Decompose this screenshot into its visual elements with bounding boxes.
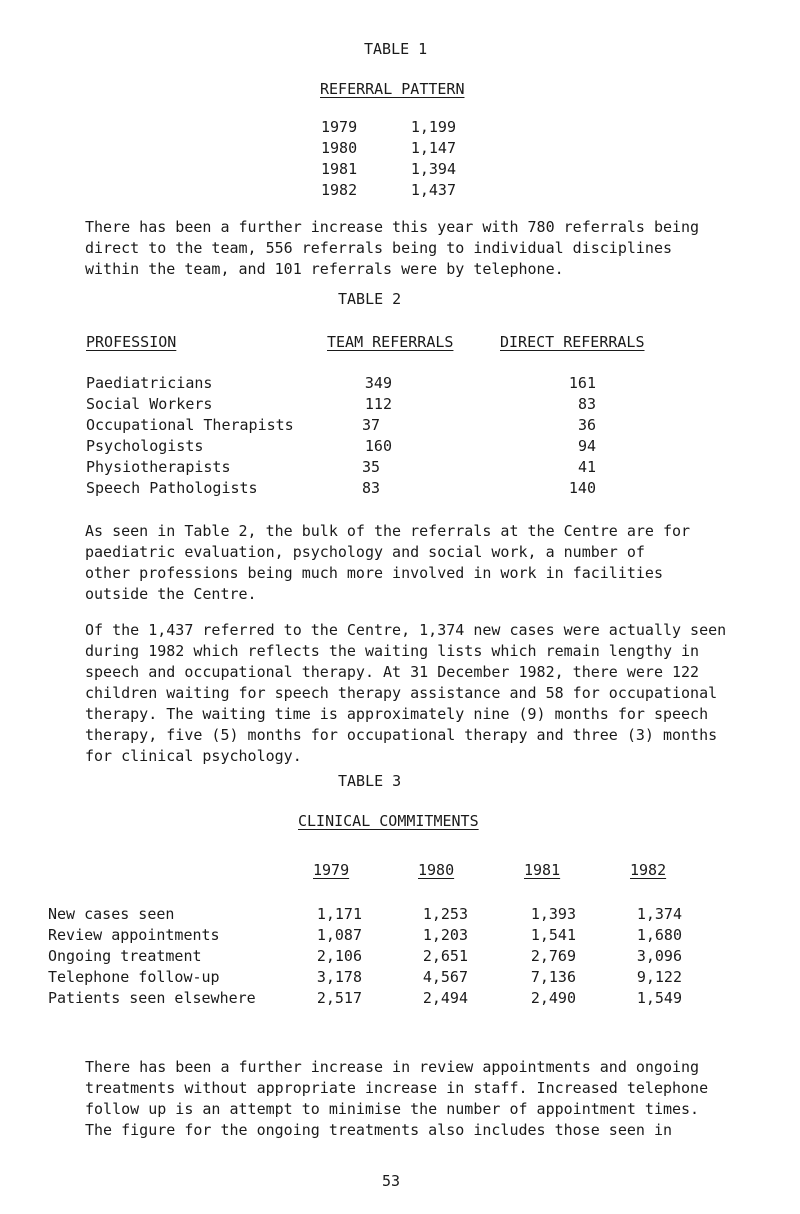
table3-cell: 1,203 [422, 926, 468, 944]
table1-year: 1979 [321, 118, 358, 136]
table3-cell: 2,769 [530, 947, 576, 965]
table3-row-label: Patients seen elsewhere [48, 989, 256, 1007]
paragraph-waiting-lists: Of the 1,437 referred to the Centre, 1,374 new cases were actually seen during 1982 which reflects the waiting lists which remain lengthy in speech and occupational therapy. At 31 December 1982, there were 122 children waiting for speech therapy assistance and 58 for occupational therapy. The waiting time is approximately nine (9) months for speech therapy, five (5) months for occupational therapy and three (3) months for clinical psychology. [85, 621, 727, 765]
table3-row-label: New cases seen [48, 905, 175, 923]
table3-cell: 2,651 [422, 947, 468, 965]
table2-profession: Paediatricians [86, 374, 213, 392]
table2-direct-value: 140 [568, 479, 596, 497]
table2-team-value: 37 [361, 416, 380, 434]
table1-subtitle: REFERRAL PATTERN [320, 80, 465, 98]
table3-cell: 3,178 [316, 968, 362, 986]
table1-title: TABLE 1 [364, 40, 428, 58]
table3-cell: 4,567 [422, 968, 468, 986]
table3-cell: 3,096 [636, 947, 682, 965]
table3-cell: 1,549 [636, 989, 682, 1007]
table3-row-label: Telephone follow-up [48, 968, 220, 986]
table2-direct-value: 161 [568, 374, 596, 392]
table1-year: 1982 [321, 181, 358, 199]
table2-direct-value: 94 [577, 437, 596, 455]
table3-cell: 2,106 [316, 947, 362, 965]
table1-value: 1,199 [410, 118, 456, 136]
table2-header-profession: PROFESSION [86, 333, 177, 351]
table1-year: 1981 [321, 160, 358, 178]
table2-profession: Physiotherapists [86, 458, 231, 476]
table3-cell: 1,253 [422, 905, 468, 923]
table3-subtitle: CLINICAL COMMITMENTS [298, 812, 479, 830]
table2-direct-value: 36 [577, 416, 596, 434]
table1-value: 1,437 [410, 181, 456, 199]
table2-profession: Social Workers [86, 395, 213, 413]
table3-cell: 1,393 [530, 905, 576, 923]
table1-value: 1,147 [410, 139, 456, 157]
table2-title: TABLE 2 [338, 290, 402, 308]
table3-cell: 2,490 [530, 989, 576, 1007]
paragraph-review-appointments: There has been a further increase in review appointments and ongoing treatments without appropriate increase in staff. Increased telephone follow up is an attempt to minimise the number of appointment times. The figure for the ongoing treatments also includes those seen in [85, 1058, 709, 1139]
table3-row-label: Review appointments [48, 926, 220, 944]
table3-cell: 9,122 [636, 968, 682, 986]
paragraph-table2-discussion: As seen in Table 2, the bulk of the referrals at the Centre are for paediatric evaluation, psychology and social work, a number of other professions being much more involved in work in facilities outside the Centre. [85, 522, 691, 603]
table2-header-direct: DIRECT REFERRALS [500, 333, 645, 351]
table2-team-value: 160 [364, 437, 392, 455]
table3-title: TABLE 3 [338, 772, 402, 790]
table3-year-header: 1981 [524, 861, 561, 879]
table3-row-label: Ongoing treatment [48, 947, 202, 965]
table2-team-value: 349 [364, 374, 392, 392]
table2-profession: Speech Pathologists [86, 479, 258, 497]
table3-cell: 1,171 [316, 905, 362, 923]
table2-direct-value: 41 [577, 458, 596, 476]
table2-header-team: TEAM REFERRALS [327, 333, 454, 351]
table3-cell: 1,087 [316, 926, 362, 944]
page-number: 53 [382, 1172, 401, 1190]
table3-year-header: 1982 [630, 861, 667, 879]
table3-cell: 2,517 [316, 989, 362, 1007]
table3-cell: 1,541 [530, 926, 576, 944]
table2-team-value: 112 [364, 395, 392, 413]
table2-team-value: 35 [361, 458, 380, 476]
table1-year: 1980 [321, 139, 358, 157]
table3-cell: 1,374 [636, 905, 682, 923]
table2-profession: Psychologists [86, 437, 204, 455]
table3-cell: 1,680 [636, 926, 682, 944]
table3-cell: 2,494 [422, 989, 468, 1007]
table3-cell: 7,136 [530, 968, 576, 986]
table3-year-header: 1980 [418, 861, 455, 879]
table2-profession: Occupational Therapists [86, 416, 294, 434]
table2-direct-value: 83 [577, 395, 596, 413]
table2-team-value: 83 [361, 479, 380, 497]
table3-year-header: 1979 [313, 861, 350, 879]
paragraph-referrals: There has been a further increase this year with 780 referrals being direct to the team, 556 referrals being to individual disciplines within the team, and 101 referrals were by telephone. [85, 218, 700, 278]
table1-value: 1,394 [410, 160, 456, 178]
